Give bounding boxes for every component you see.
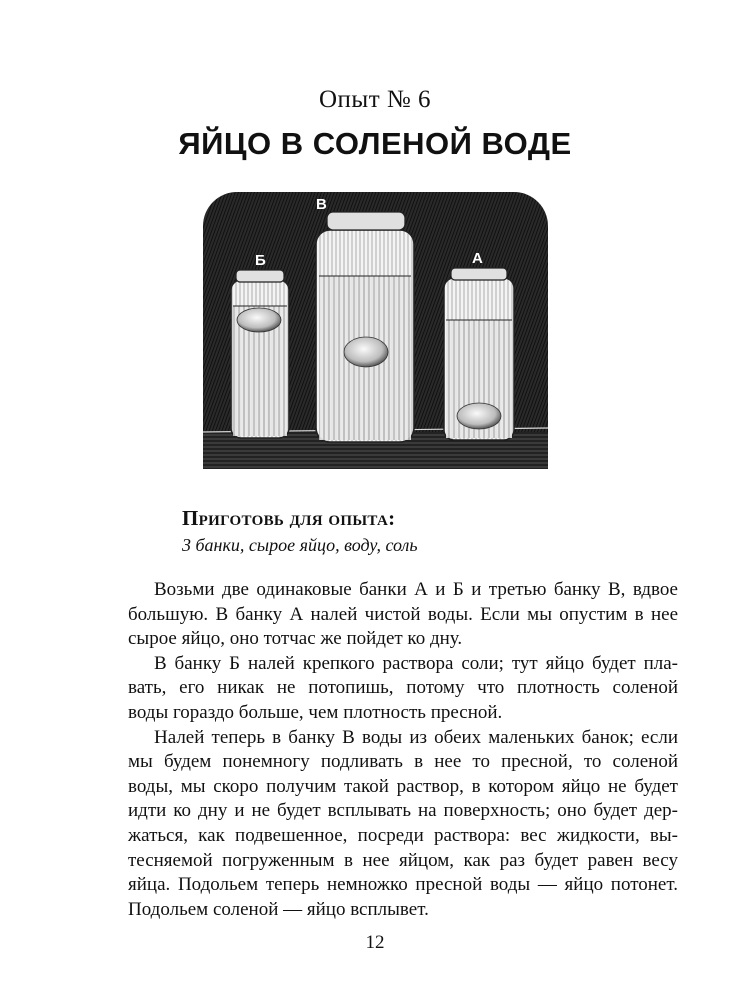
text-line: вать, его никак не потопишь, потому что плотность соленой: [128, 677, 678, 699]
jar-label-a: А: [472, 250, 483, 267]
jar-b: [231, 270, 289, 438]
prepare-items: 3 банки, сырое яйцо, воду, соль: [182, 535, 418, 555]
page-number: 12: [365, 932, 385, 953]
text-line: мы будем понемногу подливать в нее то пресной, то соленой: [128, 751, 678, 773]
text-line: Подольем соленой — яйцо всплывет.: [128, 898, 429, 920]
text-line: жаться, как подвешенное, посреди раствора: вес жидкости, вы-: [128, 824, 678, 846]
jar-a: [444, 268, 514, 440]
text-line: тесняемой погруженным в нее яйцом, как раз будет равен весу: [128, 849, 678, 871]
paragraph-3: [128, 726, 678, 923]
jar-label-v: В: [316, 196, 327, 213]
text-line: В банку Б налей крепкого раствора соли; тут яйцо будет пла-: [154, 652, 678, 674]
jar-v: [316, 212, 414, 442]
text-line: Возьми две одинаковые банки А и Б и третью банку В, вдвое: [154, 579, 678, 600]
paragraph-1: [128, 578, 678, 652]
text-line: воды гораздо больше, чем плотность пресной.: [128, 701, 503, 723]
text-line: большую. В банку А налей чистой воды. Если мы опустим в нее: [128, 603, 678, 625]
text-line: воды, мы скоро получим такой раствор, в котором яйцо не будет: [128, 775, 678, 797]
text-line: Налей теперь в банку В воды из обеих маленьких банок; если: [154, 726, 678, 748]
jar-label-b: Б: [255, 252, 266, 269]
text-line: яйца. Подольем теперь немножко пресной воды — яйцо потонет.: [128, 874, 678, 896]
body-text: [128, 578, 678, 922]
jars-illustration: [203, 192, 548, 469]
text-line: сырое яйцо, оно тотчас же пойдет ко дну.: [128, 628, 463, 650]
page-title: ЯЙЦО В СОЛЕНОЙ ВОДЕ: [178, 126, 572, 161]
experiment-number: Опыт № 6: [318, 86, 431, 113]
text-line: идти ко дну и не будет всплывать на поверхность; оно будет дер-: [128, 800, 678, 822]
paragraph-2: [128, 652, 678, 726]
prepare-heading: Приготовь для опыта:: [182, 506, 396, 530]
